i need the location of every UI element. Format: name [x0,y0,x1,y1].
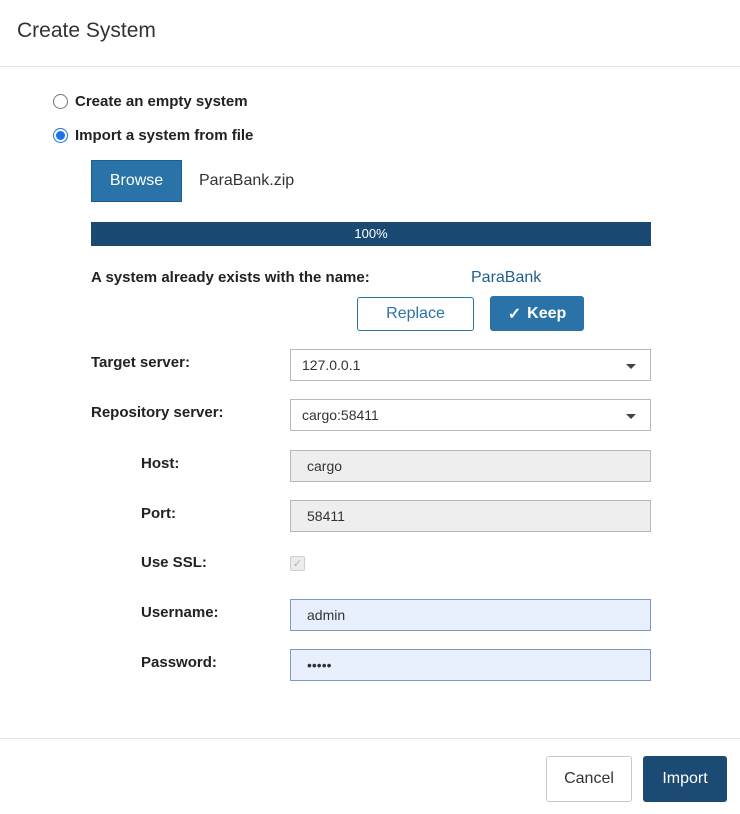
chevron-down-icon [626,414,636,419]
create-empty-label: Create an empty system [75,92,248,110]
password-field[interactable]: ••••• [290,649,651,681]
port-field: 58411 [290,500,651,532]
system-exists-label: A system already exists with the name: [91,269,370,286]
check-icon: ✓ [507,305,522,323]
password-label: Password: [141,654,217,671]
keep-button[interactable] [490,296,584,331]
existing-system-name: ParaBank [471,269,542,286]
repository-server-value: cargo:58411 [302,407,379,423]
keep-button-label: Keep [527,304,567,322]
cancel-button[interactable]: Cancel [546,756,632,802]
create-empty-radio[interactable] [53,94,68,109]
upload-progress-bar [91,222,651,246]
target-server-label: Target server: [91,354,190,371]
replace-button[interactable]: Replace [357,297,474,331]
import-button[interactable]: Import [643,756,727,802]
import-from-file-radio[interactable] [53,128,68,143]
username-field[interactable]: admin [290,599,651,631]
dialog-header [0,0,740,67]
host-label: Host: [141,455,180,472]
host-field: cargo [290,450,651,482]
dialog-title: Create System [17,19,156,42]
chevron-down-icon [626,364,636,369]
browse-button[interactable]: Browse [91,160,182,202]
import-from-file-option[interactable] [53,125,253,145]
target-server-value: 127.0.0.1 [302,357,361,373]
create-empty-option[interactable] [53,91,248,111]
username-label: Username: [141,604,219,621]
port-label: Port: [141,505,176,522]
use-ssl-label: Use SSL: [141,554,207,571]
use-ssl-checkbox: ✓ [290,556,305,571]
target-server-select[interactable] [290,349,651,381]
import-from-file-label: Import a system from file [75,126,254,144]
repository-server-label: Repository server: [91,404,224,421]
repository-server-select[interactable] [290,399,651,431]
upload-progress-label: 100% [354,226,388,241]
selected-file-name: ParaBank.zip [199,172,295,189]
